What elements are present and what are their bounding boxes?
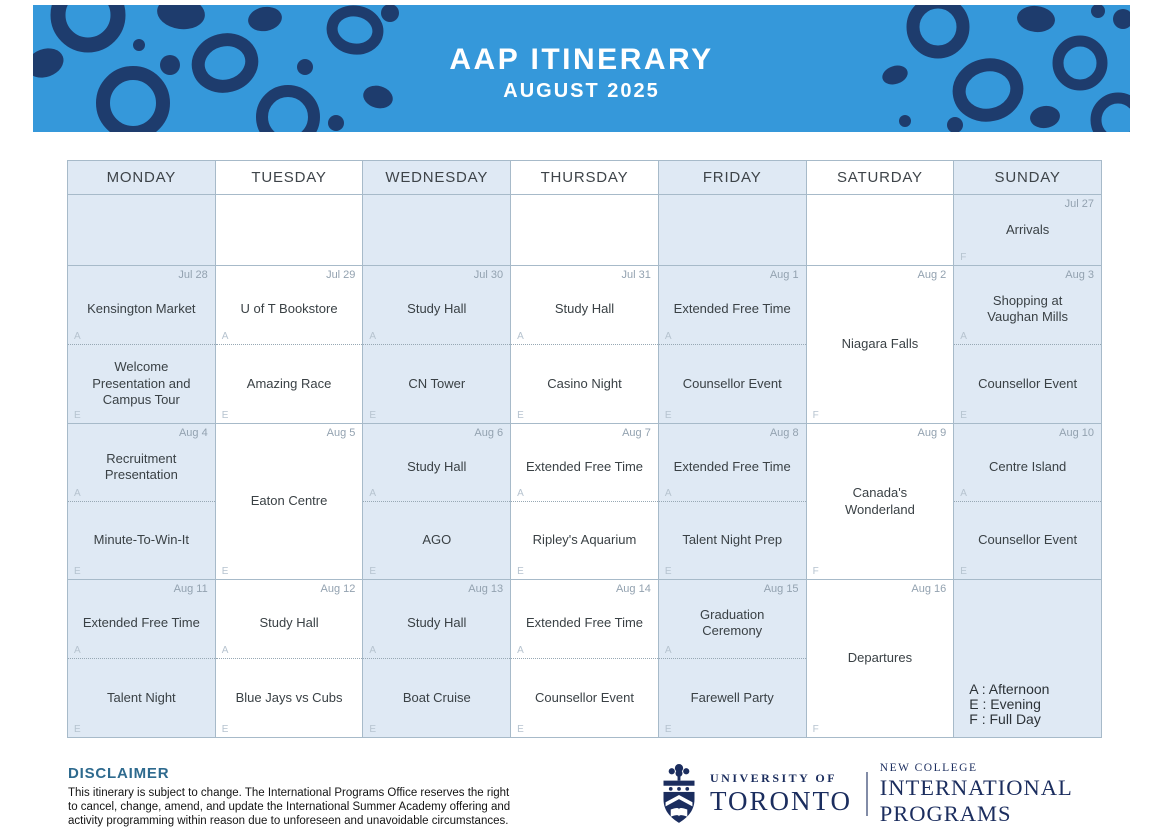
evening-slot [511, 502, 658, 580]
time-marker: F [812, 410, 819, 421]
day-header-thursday: THURSDAY [511, 161, 659, 195]
event-label: Study Hall [259, 615, 319, 631]
time-marker: E [369, 724, 377, 735]
calendar-cell [216, 580, 364, 738]
calendar-cell [659, 424, 807, 580]
event-label: Boat Cruise [402, 689, 471, 705]
event-label: Amazing Race [246, 375, 332, 391]
time-marker: A [221, 330, 229, 342]
date-label: Aug 11 [173, 583, 208, 595]
evening-slot [216, 345, 363, 424]
itinerary-calendar [67, 160, 1102, 738]
calendar-cell [216, 424, 364, 580]
event-label: Extended Free Time [673, 458, 791, 474]
evening-slot [954, 502, 1101, 580]
event-label: Counsellor Event [978, 375, 1078, 391]
evening-slot [216, 659, 363, 738]
time-marker: F [812, 724, 819, 735]
day-header-wednesday: WEDNESDAY [363, 161, 511, 195]
time-marker: E [960, 566, 967, 577]
event-label: Blue Jays vs Cubs [235, 689, 343, 705]
day-header-friday: FRIDAY [659, 161, 807, 195]
event-label: Talent Night Prep [682, 532, 783, 548]
calendar-cell [363, 195, 511, 266]
time-marker: E [517, 566, 524, 577]
date-label: Aug 2 [917, 269, 947, 281]
disclaimer-section [68, 765, 548, 827]
calendar-cell [954, 424, 1102, 580]
event-label: Centre Island [988, 458, 1067, 474]
event-label: Study Hall [407, 458, 467, 474]
event-label: Canada's Wonderland [844, 485, 915, 517]
time-marker: A [74, 330, 81, 342]
disclaimer-text [68, 786, 548, 827]
evening-slot [68, 659, 215, 738]
day-header-tuesday: TUESDAY [216, 161, 364, 195]
evening-slot [954, 345, 1101, 424]
calendar-cell [68, 580, 216, 738]
day-header-sunday: SUNDAY [954, 161, 1102, 195]
event-label: Graduation Ceremony [700, 607, 765, 639]
event-label: Extended Free Time [525, 615, 644, 631]
legend-item: E : Evening [969, 696, 1041, 712]
time-marker: E [664, 724, 672, 735]
date-label: Aug 1 [769, 269, 799, 281]
time-marker: E [517, 410, 524, 421]
time-marker: E [369, 410, 377, 421]
evening-slot [363, 502, 510, 580]
event-label: Talent Night [107, 689, 176, 705]
college-wordmark [880, 762, 1169, 827]
time-marker: F [812, 566, 819, 577]
date-label: Jul 28 [178, 269, 208, 281]
calendar-cell [68, 195, 216, 266]
uoft-crest-icon [658, 763, 700, 825]
footer-logo [658, 762, 1169, 826]
date-label: Aug 13 [468, 583, 504, 595]
time-marker: A [74, 644, 81, 656]
event-label: Farewell Party [690, 689, 774, 705]
event-label: AGO [422, 532, 452, 548]
time-marker: E [960, 410, 967, 421]
event-label: Extended Free Time [525, 458, 644, 474]
time-marker: E [664, 566, 672, 577]
event-label: Counsellor Event [682, 375, 782, 391]
time-marker: E [221, 566, 229, 577]
time-marker: E [369, 566, 377, 577]
calendar-cell [807, 195, 955, 266]
disclaimer-line: activity programming within reason due to unforeseen and unavoidable circumstances. [68, 815, 509, 827]
time-marker: A [74, 487, 81, 499]
event-label: Study Hall [407, 615, 467, 631]
date-label: Aug 8 [769, 427, 799, 439]
calendar-cell [363, 424, 511, 580]
event-label: Extended Free Time [82, 615, 200, 631]
banner [33, 5, 1130, 132]
evening-slot [659, 502, 806, 580]
evening-slot [511, 659, 658, 738]
event-label: Arrivals [1005, 221, 1050, 237]
event-label: Niagara Falls [841, 336, 919, 352]
calendar-cell [511, 580, 659, 738]
time-marker: A [369, 487, 377, 499]
banner-text [33, 5, 1130, 132]
time-marker: E [221, 724, 229, 735]
date-label: Aug 12 [320, 583, 356, 595]
date-label: Aug 10 [1059, 427, 1094, 439]
event-label: Welcome Presentation and Campus Tour [92, 359, 191, 407]
evening-slot [659, 659, 806, 738]
time-marker: A [664, 644, 672, 656]
evening-slot [68, 345, 215, 424]
disclaimer-line: to cancel, change, amend, and update the International Summer Academy offering and [68, 801, 511, 813]
page-subtitle: AUGUST 2025 [503, 79, 660, 102]
date-label: Aug 3 [1065, 269, 1094, 281]
time-marker: A [517, 330, 524, 342]
event-label: CN Tower [408, 375, 466, 391]
calendar-cell [216, 195, 364, 266]
date-label: Aug 5 [326, 427, 356, 439]
time-marker: E [517, 724, 524, 735]
time-marker: A [221, 644, 229, 656]
event-label: Extended Free Time [673, 301, 791, 317]
calendar-cell [954, 580, 1102, 738]
date-label: Jul 29 [326, 269, 356, 281]
time-marker: E [74, 724, 81, 735]
evening-slot [363, 345, 510, 424]
time-marker: E [664, 410, 672, 421]
calendar-cell [68, 266, 216, 424]
date-label: Aug 4 [178, 427, 208, 439]
date-label: Aug 7 [622, 427, 651, 439]
evening-slot [659, 345, 806, 424]
calendar-cell [511, 424, 659, 580]
time-marker: A [369, 330, 377, 342]
event-label: Study Hall [407, 301, 467, 317]
event-label: Minute-To-Win-It [93, 532, 190, 548]
calendar-cell [659, 580, 807, 738]
event-label: Eaton Centre [250, 493, 328, 509]
legend-item: F : Full Day [969, 711, 1041, 727]
calendar-cell [807, 266, 955, 424]
legend [969, 682, 1049, 727]
time-marker: E [74, 410, 81, 421]
time-marker: F [960, 252, 967, 263]
event-label: Counsellor Event [978, 532, 1078, 548]
date-label: Jul 30 [473, 269, 504, 281]
calendar-cell [511, 266, 659, 424]
event-label: Study Hall [554, 301, 615, 317]
evening-slot [511, 345, 658, 424]
time-marker: A [664, 330, 672, 342]
event-label: Recruitment Presentation [104, 450, 178, 482]
event-label: Kensington Market [87, 301, 196, 317]
calendar-cell [807, 580, 955, 738]
event-label: U of T Bookstore [240, 301, 338, 317]
date-label: Jul 27 [1064, 198, 1094, 210]
time-marker: E [74, 566, 81, 577]
new-college-label: NEW COLLEGE [879, 761, 978, 774]
day-header-saturday: SATURDAY [807, 161, 955, 195]
date-label: Aug 6 [474, 427, 504, 439]
event-label: Departures [847, 650, 913, 666]
time-marker: A [369, 644, 377, 656]
date-label: Aug 15 [763, 583, 799, 595]
day-header-monday: MONDAY [68, 161, 216, 195]
university-wordmark [710, 771, 852, 817]
calendar-cell [511, 195, 659, 266]
calendar-cell [954, 266, 1102, 424]
calendar-cell [363, 580, 511, 738]
calendar-cell [659, 266, 807, 424]
calendar-cell [659, 195, 807, 266]
calendar-cell [363, 266, 511, 424]
evening-slot [68, 502, 215, 580]
disclaimer-line: This itinerary is subject to change. The International Programs Office reserves the right [68, 787, 510, 799]
calendar-cell [954, 195, 1102, 266]
date-label: Aug 16 [911, 583, 947, 595]
time-marker: E [221, 410, 229, 421]
page-title: AAP ITINERARY [449, 42, 714, 76]
event-label: Counsellor Event [534, 689, 634, 705]
time-marker: A [664, 487, 672, 499]
time-marker: A [960, 330, 967, 342]
international-programs-label: INTERNATIONAL PROGRAMS [879, 774, 1072, 826]
toronto-label: TORONTO [710, 786, 853, 816]
disclaimer-heading: DISCLAIMER [68, 765, 170, 782]
time-marker: A [517, 644, 524, 656]
event-label: Ripley's Aquarium [532, 532, 637, 548]
university-of-label: UNIVERSITY OF [710, 771, 838, 785]
calendar-cell [216, 266, 364, 424]
evening-slot [363, 659, 510, 738]
calendar-cell [68, 424, 216, 580]
legend-item: A : Afternoon [969, 681, 1050, 697]
logo-divider [866, 772, 868, 816]
time-marker: A [960, 487, 967, 499]
calendar-cell [807, 424, 955, 580]
event-label: Shopping at Vaughan Mills [987, 293, 1068, 325]
time-marker: A [517, 487, 524, 499]
date-label: Jul 31 [621, 269, 651, 281]
event-label: Casino Night [547, 375, 622, 391]
date-label: Aug 14 [615, 583, 651, 595]
date-label: Aug 9 [917, 427, 947, 439]
